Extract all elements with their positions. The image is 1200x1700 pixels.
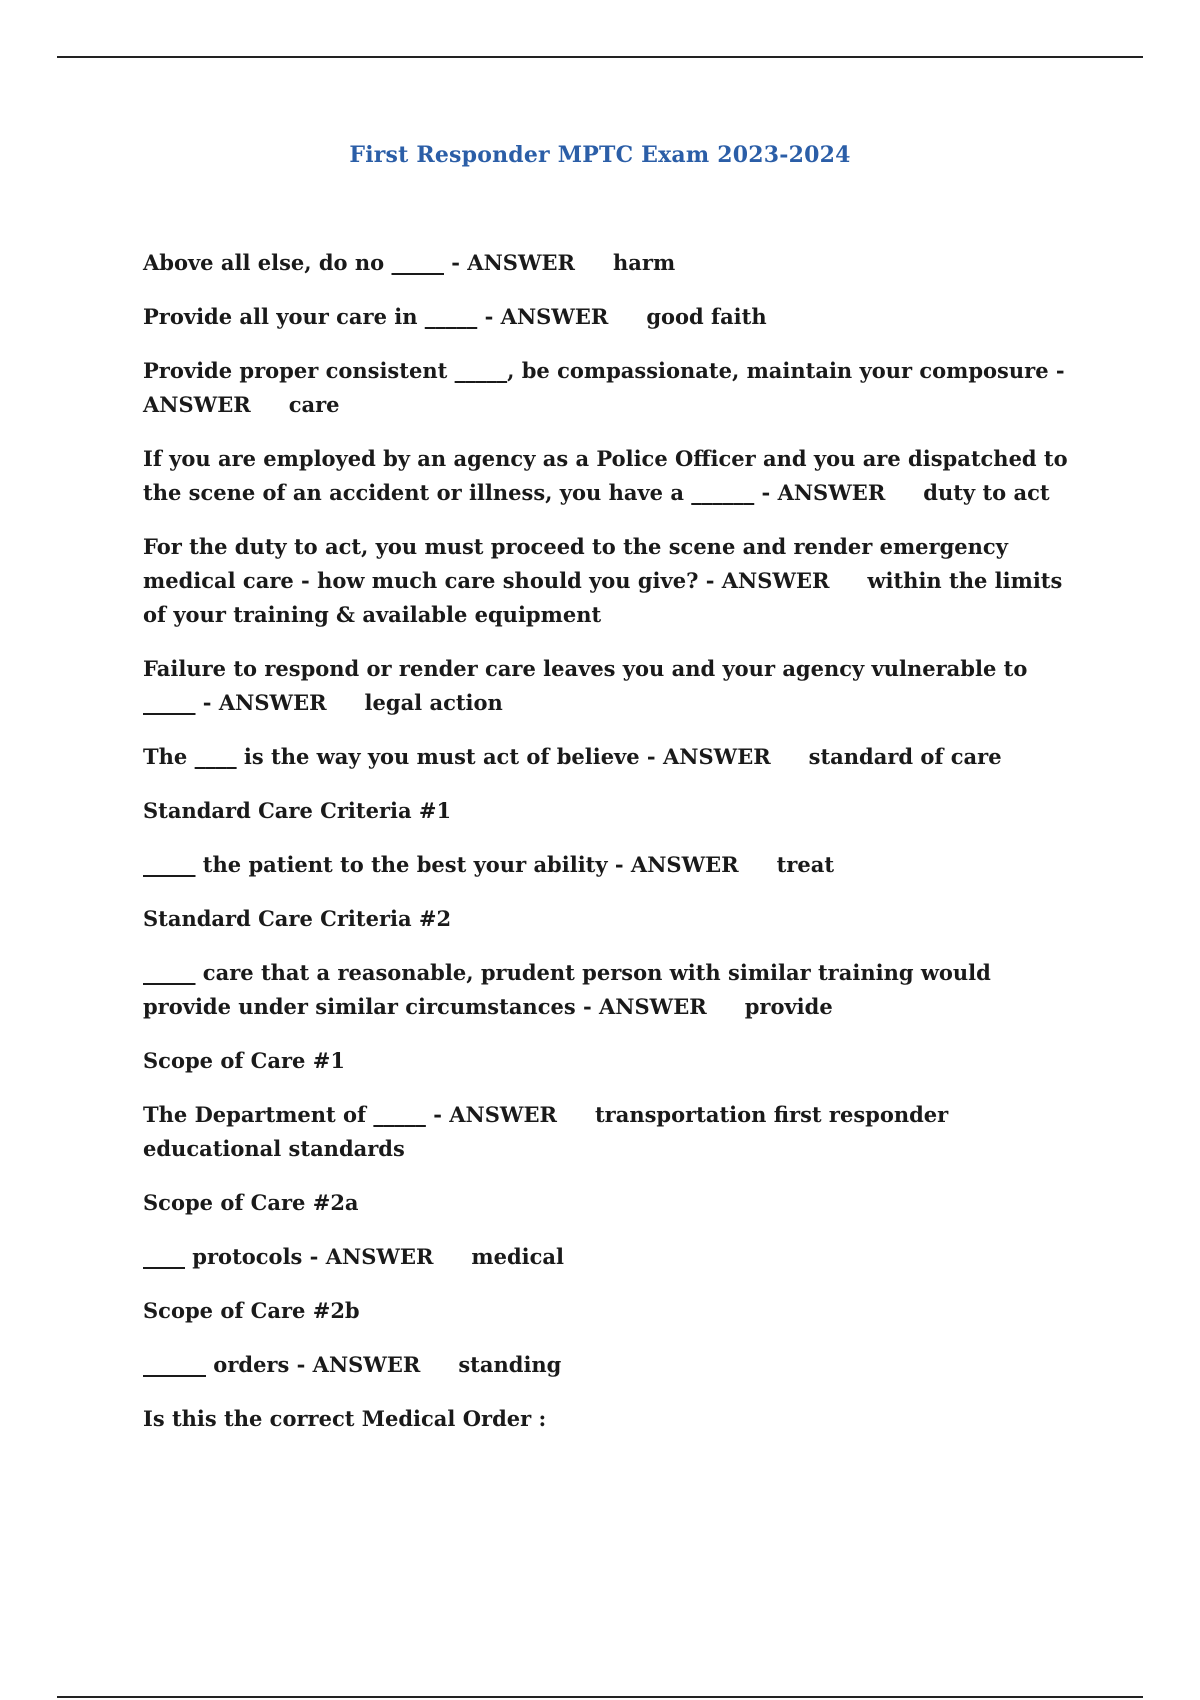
qa-item [143, 848, 1083, 882]
document-body [143, 246, 1083, 1456]
answer-text: treat [776, 852, 835, 877]
answer-text: provide [744, 994, 833, 1019]
qa-item [143, 1348, 1083, 1382]
qa-item [143, 442, 1083, 510]
section-heading: Is this the correct Medical Order : [143, 1406, 547, 1431]
question-text: The Department of _____ - ANSWER [143, 1102, 557, 1127]
section-heading: Standard Care Criteria #1 [143, 798, 452, 823]
question-text: ____ protocols - ANSWER [143, 1244, 434, 1269]
answer-text: duty to act [923, 480, 1050, 505]
answer-text: care [288, 392, 340, 417]
question-text: For the duty to act, you must proceed to the scene and render emergency medical care - how much care should you give? - ANSWER [143, 534, 1008, 593]
answer-text: legal action [364, 690, 503, 715]
top-rule [57, 56, 1143, 58]
document-title: First Responder MPTC Exam 2023-2024 [349, 142, 851, 168]
answer-text: good faith [646, 304, 767, 329]
qa-item [143, 246, 1083, 280]
qa-item [143, 652, 1083, 720]
question-text: If you are employed by an agency as a Police Officer and you are dispatched to the scene of an accident or illness, you have a ______ - ANSWER [143, 446, 1068, 505]
answer-text: within the limits of your training & available equipment [143, 568, 1063, 627]
qa-item [143, 300, 1083, 334]
qa-item [143, 1098, 1083, 1166]
qa-item [143, 1240, 1083, 1274]
question-text: Provide proper consistent _____, be compassionate, maintain your composure - ANSWER [143, 358, 1065, 417]
qa-item [143, 740, 1083, 774]
question-text: _____ the patient to the best your ability - ANSWER [143, 852, 739, 877]
question-text: ______ orders - ANSWER [143, 1352, 421, 1377]
question-text: Failure to respond or render care leaves you and your agency vulnerable to _____ - ANSWER [143, 656, 1028, 715]
answer-text: harm [613, 250, 676, 275]
question-text: Provide all your care in _____ - ANSWER [143, 304, 609, 329]
question-text: Above all else, do no _____ - ANSWER [143, 250, 575, 275]
section-heading: Scope of Care #2a [143, 1190, 359, 1215]
section-heading: Scope of Care #1 [143, 1048, 345, 1073]
question-text: _____ care that a reasonable, prudent person with similar training would provide under similar circumstances - ANSWER [143, 960, 991, 1019]
answer-text: transportation first responder educational standards [143, 1102, 949, 1161]
answer-text: standing [458, 1352, 562, 1377]
section-heading: Standard Care Criteria #2 [143, 906, 452, 931]
qa-item [143, 530, 1083, 632]
section-heading: Scope of Care #2b [143, 1298, 360, 1323]
qa-item [143, 956, 1083, 1024]
qa-item [143, 354, 1083, 422]
bottom-rule [57, 1696, 1143, 1698]
question-text: The ____ is the way you must act of believe - ANSWER [143, 744, 771, 769]
answer-text: standard of care [808, 744, 1002, 769]
answer-text: medical [471, 1244, 565, 1269]
